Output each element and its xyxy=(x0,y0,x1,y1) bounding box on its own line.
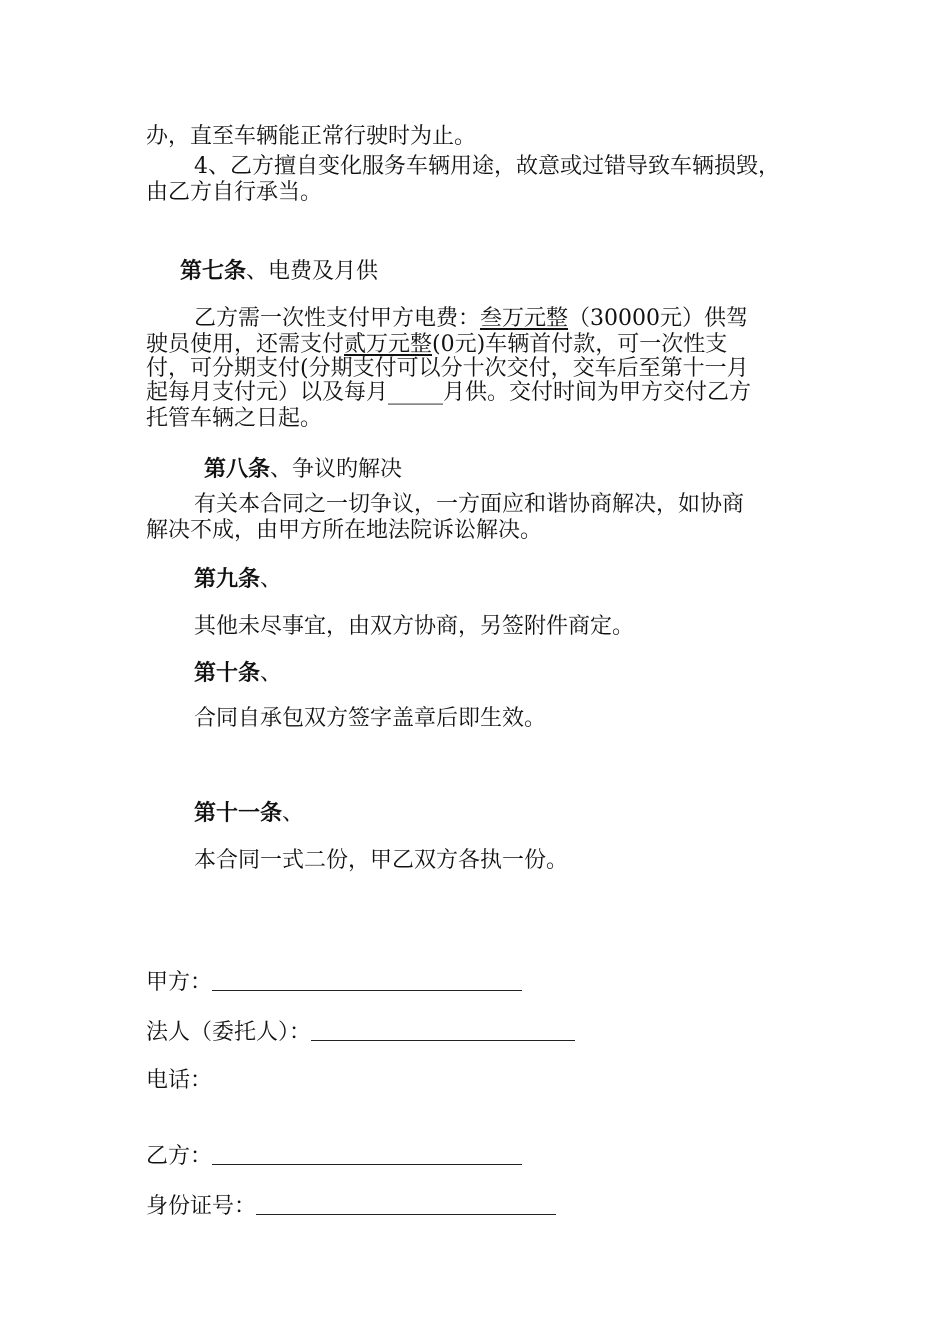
clause7-text: (0元)车辆首付款，可一次性支 xyxy=(432,332,728,357)
clause9-heading-number: 第九条 xyxy=(194,566,261,592)
clause7-heading-number: 第七条 xyxy=(180,258,247,284)
legal-rep-row xyxy=(146,1018,575,1046)
clause8-line2: 解决不成，由甲方所在地法院诉讼解决。 xyxy=(146,518,543,543)
id-number-label: 身份证号： xyxy=(146,1194,257,1219)
clause7-line5: 托管车辆之日起。 xyxy=(146,406,323,431)
party-a-label: 甲方： xyxy=(146,970,213,995)
party-b-label: 乙方： xyxy=(146,1144,213,1169)
legal-rep-label: 法人（委托人）： xyxy=(146,1020,312,1045)
party-a-signature-line[interactable] xyxy=(212,968,522,991)
id-number-row xyxy=(146,1192,556,1220)
party-b-row xyxy=(146,1142,522,1170)
clause8-line1: 有关本合同之一切争议，一方面应和谐协商解决，如协商 xyxy=(194,492,745,517)
clause11-text: 本合同一式二份，甲乙双方各执一份。 xyxy=(194,848,569,873)
clause8-heading xyxy=(204,456,402,483)
clause11-heading xyxy=(194,800,304,827)
electricity-fee-amount: 叁万元整 xyxy=(480,306,569,331)
clause7-line3: 付，可分期支付(分期支付可以分十次交付，交车后至第十一月 xyxy=(146,356,749,381)
clause7-heading-title: 、电费及月供 xyxy=(246,259,379,284)
clause8-heading-number: 第八条 xyxy=(204,456,271,482)
id-number-line[interactable] xyxy=(256,1192,556,1215)
legal-rep-signature-line[interactable] xyxy=(311,1018,575,1041)
clause7-line1 xyxy=(194,306,748,332)
clause7-text: 起每月支付元）以及每月 xyxy=(146,380,389,405)
clause7-text: 乙方需一次性支付甲方电费： xyxy=(194,306,481,331)
clause11-heading-number: 第十一条 xyxy=(194,800,283,826)
clause7-heading xyxy=(180,258,378,285)
clause6-item4-line1: 4、乙方擅自变化服务车辆用途，故意或过错导致车辆损毁， xyxy=(194,154,780,179)
clause6-line: 办，直至车辆能正常行驶时为止。 xyxy=(146,124,477,149)
clause7-text: （30000元）供驾 xyxy=(568,306,749,331)
clause7-text: 驶员使用，还需支付 xyxy=(146,332,345,357)
clause10-text: 合同自承包双方签字盖章后即生效。 xyxy=(194,706,547,731)
clause6-item4-line2: 由乙方自行承当。 xyxy=(146,180,323,205)
down-payment-amount: 贰万元整 xyxy=(344,332,433,357)
clause10-heading-sep: 、 xyxy=(260,661,283,686)
clause10-heading xyxy=(194,660,282,687)
phone-label: 电话： xyxy=(146,1068,213,1093)
clause9-heading xyxy=(194,566,282,593)
clause8-heading-title: 、争议旳解决 xyxy=(270,457,403,482)
clause9-text: 其他未尽事宜，由双方协商，另签附件商定。 xyxy=(194,614,635,639)
clause7-line2 xyxy=(146,332,727,358)
party-a-row xyxy=(146,968,522,996)
clause11-heading-sep: 、 xyxy=(282,801,305,826)
clause10-heading-number: 第十条 xyxy=(194,660,261,686)
clause7-text: 月供。交付时间为甲方交付乙方 xyxy=(443,380,752,405)
clause7-line4 xyxy=(146,380,751,406)
clause9-heading-sep: 、 xyxy=(260,567,283,592)
monthly-payment-blank[interactable]: _____ xyxy=(388,380,444,405)
party-b-signature-line[interactable] xyxy=(212,1142,522,1165)
